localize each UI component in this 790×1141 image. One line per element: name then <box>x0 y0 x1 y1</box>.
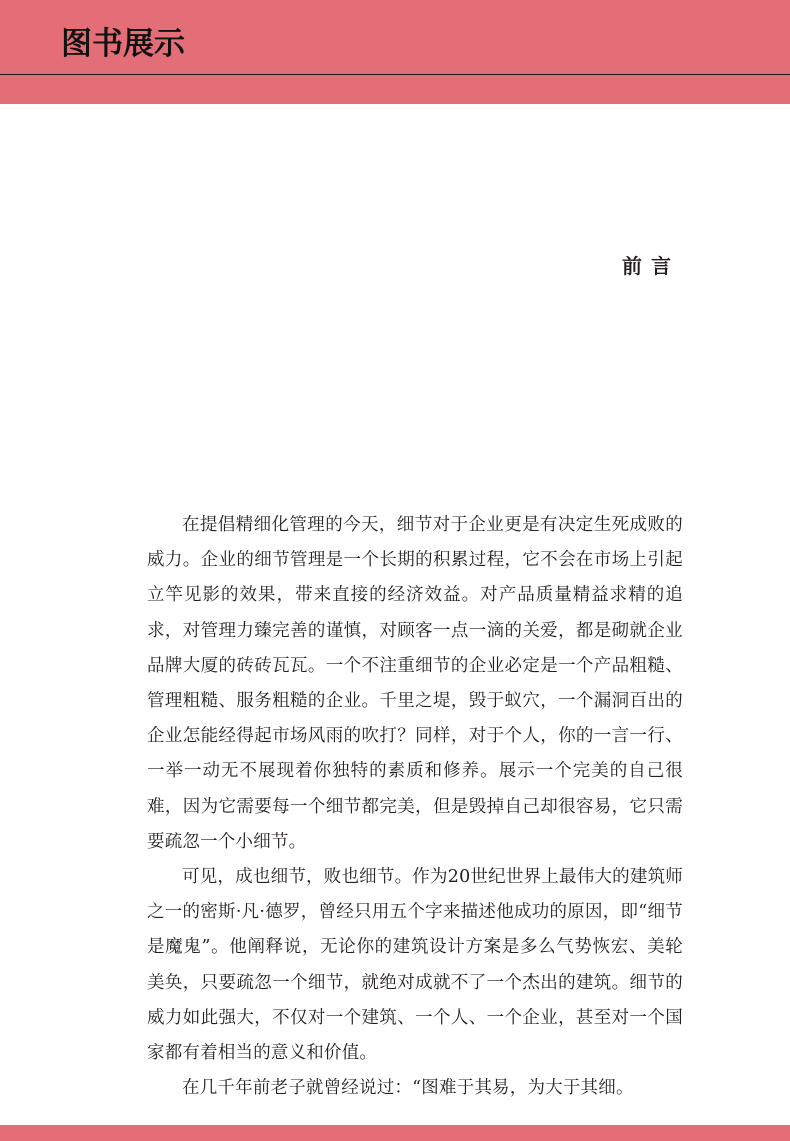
header-divider <box>0 74 790 75</box>
page-title: 图书展示 <box>61 26 185 62</box>
preface-body <box>147 508 683 1106</box>
preface-heading: 前言 <box>622 254 680 278</box>
preface-paragraph-1: 在提倡精细化管理的今天，细节对于企业更是有决定生死成败的威力。企业的细节管理是一个长期的积累过程，它不会在市场上引起立竿见影的效果，带来直接的经济效益。对产品质量精益求精的追求，对管理力臻完善的谨慎，对顾客一点一滴的关爱，都是砌就企业品牌大厦的砖砖瓦瓦。一个不注重细节的企业必定是一个产品粗糙、管理粗糙、服务粗糙的企业。千里之堤，毁于蚁穴，一个漏洞百出的企业怎能经得起市场风雨的吹打？同样，对于个人，你的一言一行、一举一动无不展现着你独特的素质和修养。展示一个完美的自己很难，因为它需要每一个细节都完美，但是毁掉自己却很容易，它只需要疏忽一个小细节。 <box>147 515 683 852</box>
preface-paragraph-3: 在几千年前老子就曾经说过：“图难于其易，为大于其细。 <box>182 1078 634 1099</box>
footer-band <box>0 1125 790 1141</box>
preface-paragraph-2: 可见，成也细节，败也细节。作为20世纪世界上最伟大的建筑师之一的密斯·凡·德罗，曾经只用五个字来描述他成功的原因，即“细节是魔鬼”。他阐释说，无论你的建筑设计方案是多么气势恢宏、美轮美奂，只要疏忽一个细节，就绝对成就不了一个杰出的建筑。细节的威力如此强大，不仅对一个建筑、一个人、一个企业，甚至对一个国家都有着相当的意义和价值。 <box>147 867 683 1064</box>
